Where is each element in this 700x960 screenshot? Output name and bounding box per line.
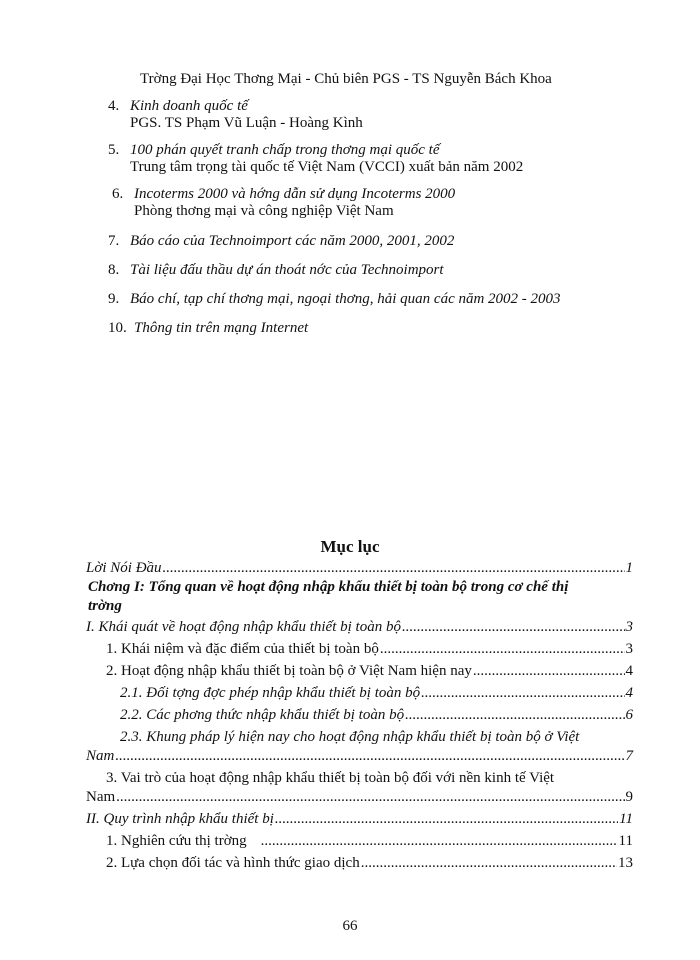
reference-number: 9. [108, 291, 120, 307]
reference-title: Báo chí, tạp chí thơng mại, ngoại thơng, hải quan các năm 2002 - 2003 [130, 291, 561, 307]
toc-entry-continuation [86, 788, 633, 807]
toc-page-number: 3 [625, 619, 633, 635]
toc-chapter-line: trờng [88, 598, 122, 614]
toc-leader [275, 810, 618, 829]
toc-entry-label: Lời Nói Đầu [86, 560, 162, 576]
toc-entry-continuation [86, 747, 633, 766]
reference-item [108, 98, 668, 132]
reference-item [108, 142, 668, 176]
toc-entry[interactable] [86, 706, 633, 725]
toc-leader [421, 684, 624, 703]
reference-number: 6. [112, 186, 124, 202]
toc-entry-label: I. Khái quát về hoạt động nhập khẩu thiết bị toàn bộ [86, 619, 401, 635]
reference-list [108, 68, 668, 337]
toc-entry[interactable] [86, 662, 633, 681]
toc-entry-label: 3. Vai trò của hoạt động nhập khẩu thiết bị toàn bộ đối với nền kinh tế Việt [106, 770, 555, 786]
reference-number: 5. [108, 142, 120, 158]
reference-title: 100 phán quyết tranh chấp trong thơng mại quốc tế [130, 142, 440, 158]
toc-entry-label: 2.2. Các phơng thức nhập khẩu thiết bị toàn bộ [120, 707, 405, 723]
toc-leader [405, 706, 624, 725]
reference-title: Tài liệu đấu thầu dự án thoát nớc của Technoimport [130, 262, 444, 278]
toc-entry[interactable] [86, 640, 633, 659]
reference-author: Trung tâm trọng tài quốc tế Việt Nam (VCCI) xuất bản năm 2002 [130, 159, 524, 175]
reference-number: 8. [108, 262, 120, 278]
toc-entry[interactable] [86, 684, 633, 703]
reference-title: Thông tin trên mạng Internet [134, 320, 309, 336]
toc-entry-label: 2. Lựa chọn đối tác và hình thức giao dịch [106, 855, 360, 871]
toc-entry-label: Nam [86, 748, 115, 764]
toc-entry-label: 2.1. Đối tợng đợc phép nhập khẩu thiết bị toàn bộ [120, 685, 421, 701]
reference-author: PGS. TS Phạm Vũ Luận - Hoàng Kình [130, 115, 363, 131]
reference-number: 7. [108, 233, 120, 249]
toc-page-number: 6 [625, 707, 633, 723]
toc-entry[interactable] [86, 769, 633, 807]
toc-page-number: 3 [625, 641, 633, 657]
toc-entry-label: 2. Hoạt động nhập khẩu thiết bị toàn bộ ở Việt Nam hiện nay [106, 663, 472, 679]
toc-page-number: 9 [625, 789, 633, 805]
toc-leader [163, 559, 625, 578]
toc-entry[interactable] [86, 618, 633, 637]
toc-page-number: 11 [619, 811, 633, 827]
toc-page-number: 7 [625, 748, 633, 764]
toc-leader [116, 788, 624, 807]
toc-entry[interactable] [86, 728, 633, 766]
table-of-contents [86, 559, 633, 873]
toc-entry[interactable] [86, 559, 633, 578]
toc-leader [115, 747, 624, 766]
reference-number: 4. [108, 98, 120, 114]
toc-entry[interactable] [86, 854, 633, 873]
toc-page-number: 13 [618, 855, 633, 871]
toc-chapter-heading[interactable] [86, 578, 633, 616]
reference-item [108, 291, 668, 308]
toc-page-number: 4 [625, 663, 633, 679]
reference-number: 10. [108, 320, 127, 336]
reference-title: Kinh doanh quốc tế [130, 98, 248, 114]
toc-leader [361, 854, 617, 873]
toc-entry[interactable] [86, 810, 633, 829]
reference-item [112, 186, 668, 220]
toc-leader [380, 640, 625, 659]
toc-page-number: 4 [625, 685, 633, 701]
page-number: 66 [342, 918, 358, 934]
toc-entry-label: 1. Khái niệm và đặc điểm của thiết bị toàn bộ [106, 641, 379, 657]
reference-continuation: Trờng Đại Học Thơng Mại - Chủ biên PGS - TS Nguyễn Bách Khoa [140, 71, 552, 87]
toc-leader [402, 618, 625, 637]
toc-entry-label: 2.3. Khung pháp lý hiện nay cho hoạt động nhập khẩu thiết bị toàn bộ ở Việt [120, 729, 580, 745]
reference-title: Báo cáo của Technoimport các năm 2000, 2001, 2002 [130, 233, 455, 249]
toc-chapter-line: Chơng I: Tổng quan về hoạt động nhập khẩu thiết bị toàn bộ trong cơ chế thị [88, 579, 569, 595]
toc-leader [261, 832, 618, 851]
toc-title: Mục lục [320, 537, 380, 556]
toc-entry-label: II. Quy trình nhập khẩu thiết bị [86, 811, 274, 827]
reference-item [108, 320, 668, 337]
reference-item [108, 262, 668, 279]
reference-title: Incoterms 2000 và hớng dẫn sử dụng Incoterms 2000 [134, 186, 456, 202]
toc-entry-label: Nam [86, 789, 116, 805]
reference-author: Phòng thơng mại và công nghiệp Việt Nam [134, 203, 394, 219]
reference-item [108, 233, 668, 250]
toc-entry-label: 1. Nghiên cứu thị trờng [106, 833, 247, 849]
toc-page-number: 11 [618, 833, 633, 849]
toc-leader [473, 662, 625, 681]
toc-page-number: 1 [625, 560, 633, 576]
toc-entry[interactable] [86, 832, 633, 851]
